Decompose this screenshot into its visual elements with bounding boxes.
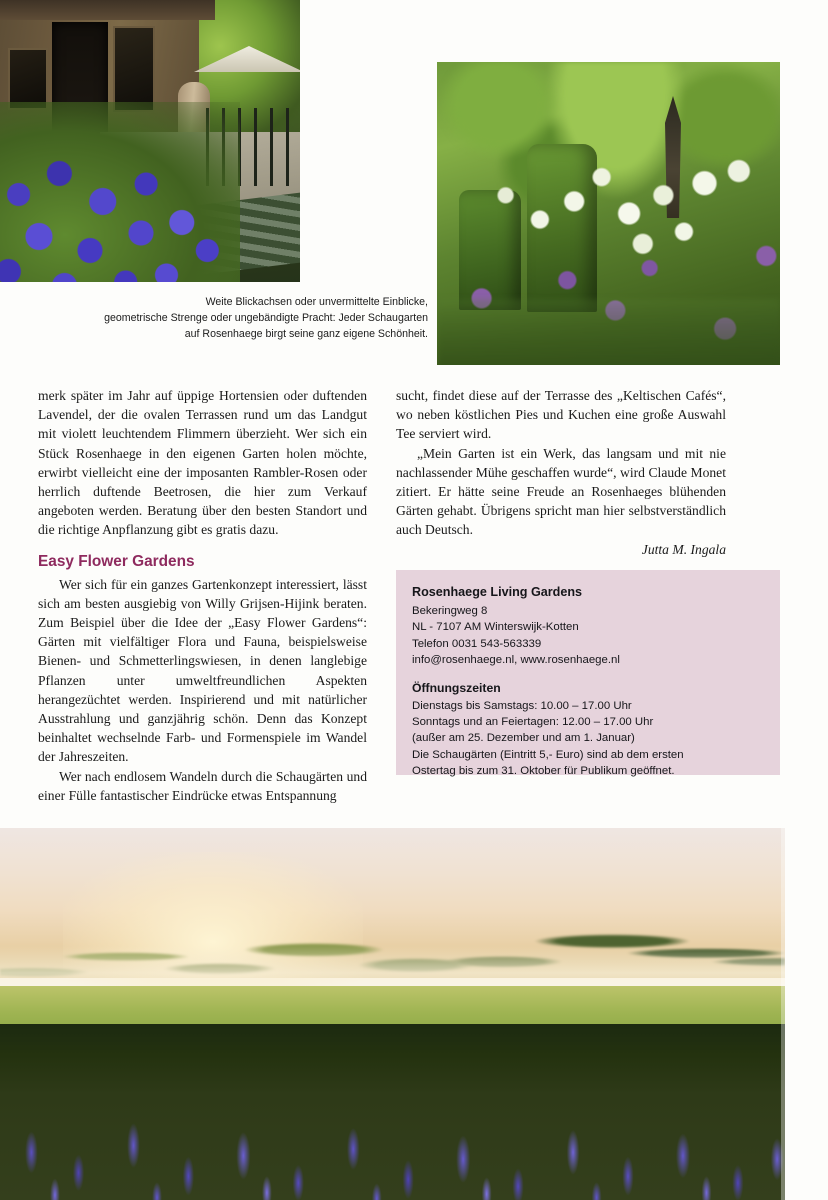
info-box-hours-title: Öffnungszeiten <box>412 680 501 695</box>
caption-line-3: auf Rosenhaege birgt seine ganz eigene Schönheit. <box>184 328 428 340</box>
info-box-hours-line-5: Ostertag bis zum 31. Oktober für Publikum geöffnet. <box>412 765 675 778</box>
info-box-hours-line-3: (außer am 25. Dezember und am 1. Januar) <box>412 732 635 745</box>
verbena-blooms <box>0 1050 785 1170</box>
info-box-contact-links[interactable]: info@rosenhaege.nl, www.rosenhaege.nl <box>412 654 620 667</box>
info-box-street: Bekeringweg 8 <box>412 605 488 617</box>
barn-roof <box>0 0 215 20</box>
paragraph-easy-flower-gardens: Wer sich für ein ganzes Gartenkonzept interessiert, lässt sich am besten ausgiebig von Willy Grijsen-Hijink beraten. Zum Beispiel über die Idee der „Easy Flower Gardens“: Gärten mit vielfältiger Flora und Fauna, beispielsweise Bienen- und Schmetterlingswiesen, in denen langlebige Pflanzen unter umweltfreundlichen Aspekten herangezüchtet werden. Inspirierend und mit natürlicher Ausstrahlung und ganzjährig schön. Denn das Konzept beinhaltet wechselnde Farb- und Formenspiele im Wandel der Jahreszeiten. <box>38 576 367 765</box>
paragraph-cafe: sucht, findet diese auf der Terrasse des „Keltischen Cafés“, wo neben köstlichen Pies und Kuchen eine große Auswahl Tee serviert wird. <box>396 388 726 442</box>
info-box-hours-line-2: Sonntags und an Feiertagen: 12.00 – 17.00 Uhr <box>412 716 654 729</box>
barn-window-right <box>113 26 155 112</box>
paragraph-continuation: merk später im Jahr auf üppige Hortensien oder duftenden Lavendel, der die ovalen Terrassen rund um das Landgut mit violett leuchtendem Flimmern überzieht. Wer sich ein Stück Rosenhaege in den eigenen Garten holen möchte, erwirbt vielleicht eine der imposanten Rambler-Rosen oder herrlich duftende Beetrosen, die hier zum Verkauf angeboten werden. Beratung über den besten Standort und die richtige Anpflanzung gibt es gratis dazu. <box>38 388 367 538</box>
blue-petunias <box>0 121 243 282</box>
photo-caption <box>40 294 428 342</box>
caption-line-2: geometrische Strenge oder ungebändigte Pracht: Jeder Schaugarten <box>104 312 428 324</box>
info-box-contact <box>396 570 780 778</box>
paragraph-relaxation-start: Wer nach endlosem Wandeln durch die Schaugärten und einer Fülle fantastischer Eindrücke etwas Entspannung <box>38 768 367 803</box>
photo-garden-terrace <box>0 0 300 282</box>
body-column-left <box>38 386 367 805</box>
paragraph-monet-text: „Mein Garten ist ein Werk, das langsam und mit nie nachlassender Mühe geschaffen wurde“, wird Claude Monet zitiert. Er hätte seine Freude an Rosenhaeges blühenden Gärten gehabt. Übrigens spricht man hier selbstverständlich auch Deutsch. <box>396 445 726 538</box>
photo-topiary-garden <box>437 62 780 365</box>
info-box-hours-line-1: Dienstags bis Samstags: 10.00 – 17.00 Uhr <box>412 699 632 712</box>
barn-window-left <box>8 48 48 110</box>
foreground-blur <box>437 299 780 365</box>
section-heading-easy-flower-gardens: Easy Flower Gardens <box>38 552 195 570</box>
photo-right-edge <box>781 828 785 1200</box>
info-box-title: Rosenhaege Living Gardens <box>412 585 583 599</box>
photo-morning-landscape <box>0 828 785 1200</box>
info-box-city: NL - 7107 AM Winterswijk-Kotten <box>412 621 579 634</box>
paragraph-monet-quote <box>396 444 726 559</box>
info-box-hours-line-4: Die Schaugärten (Eintritt 5,- Euro) sind ab dem ersten <box>412 748 684 761</box>
body-column-right <box>396 386 726 559</box>
info-box-phone: Telefon 0031 543-563339 <box>412 637 542 650</box>
caption-line-1: Weite Blickachsen oder unvermittelte Einblicke, <box>205 296 428 308</box>
article-byline: Jutta M. Ingala <box>641 541 726 557</box>
